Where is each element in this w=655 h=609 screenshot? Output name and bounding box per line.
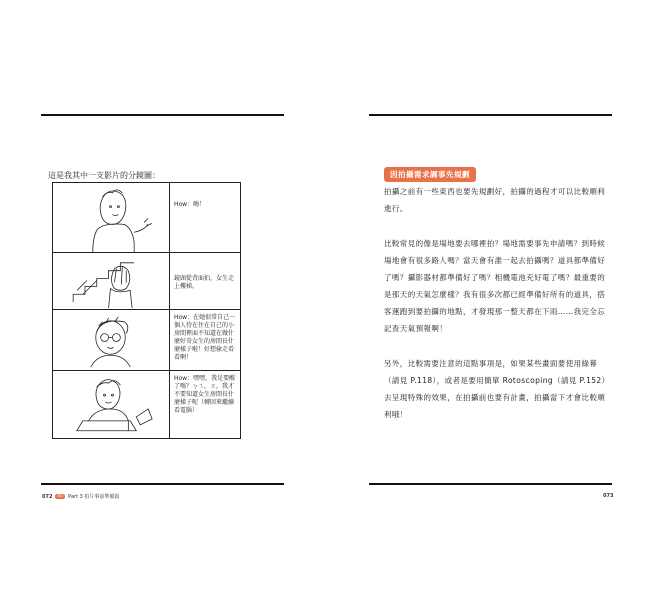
storyboard-sketch-3 [53,310,170,370]
running-header: Part 3 拍片事前準備篇 [68,494,120,500]
storyboard-sketch-1 [53,183,170,252]
bottom-rule [369,483,612,485]
storyboard-table [52,182,241,439]
section-heading-tag: 因拍攝需求調事先規劃 [384,167,476,182]
page-number: 073 [603,493,614,499]
storyboard-caption: 鏡頭從背面拍，女生走上樓梯。 [174,275,235,290]
paragraph: 比較常見的像是場地要去哪裡拍？場地需要事先申請嗎？到時候場地會有很多路人嗎？當天會有誰一起去拍攝嗎？道具都準備好了嗎？攝影器材都準備好了嗎？相機電池充好電了嗎？最重要的是那天的天氣怎麼樣？我有很多次都已經準備好所有的道具，搭客運跑到要拍攝的地點，才發現那一整天都在下雨……我完全忘記查天氣預報啊！ [384,239,606,333]
storyboard-caption: How：嘿嘿，我是要醒了嗎？ㄅㄟ，ㄡ，我才不要知道女生房間長什麼樣子呢（轉回來繼續看電腦） [174,375,236,414]
left-folio [42,493,119,500]
storyboard-sketch-2 [53,253,170,309]
paragraph: 另外，比較需要注意的這點事項是，如果某些畫面要使用綠幕（請見 P.118），或者是要用簡單 Rotoscoping（請見 P.152）去呈現特殊的效果，在拍攝前也要有計畫，拍攝當下才會比較順利哦！ [384,359,606,419]
top-rule [369,114,612,116]
bottom-rule [41,483,284,485]
right-page [328,0,655,609]
left-page [0,0,327,609]
storyboard-intro: 這是我其中一支影片的分鏡圖： [48,171,160,180]
storyboard-sketch-4 [53,371,170,438]
storyboard-row [53,183,240,253]
storyboard-row [53,253,240,310]
page-number: 072 [42,493,53,500]
top-rule [41,114,284,116]
chapter-badge: 05 [57,494,64,499]
storyboard-caption: How：在她很常自己一個人待在住在自己的小房間裡面不知道在做什麼好奇女生的房間長什麼樣子啦！好想偷走看看啊！ [174,314,236,361]
paragraph: 拍攝之前有一些東西也要先規劃好，拍攝的過程才可以比較順利進行。 [384,187,606,213]
storyboard-row [53,371,240,438]
storyboard-caption: How：嗨！ [174,201,206,208]
storyboard-row [53,310,240,371]
